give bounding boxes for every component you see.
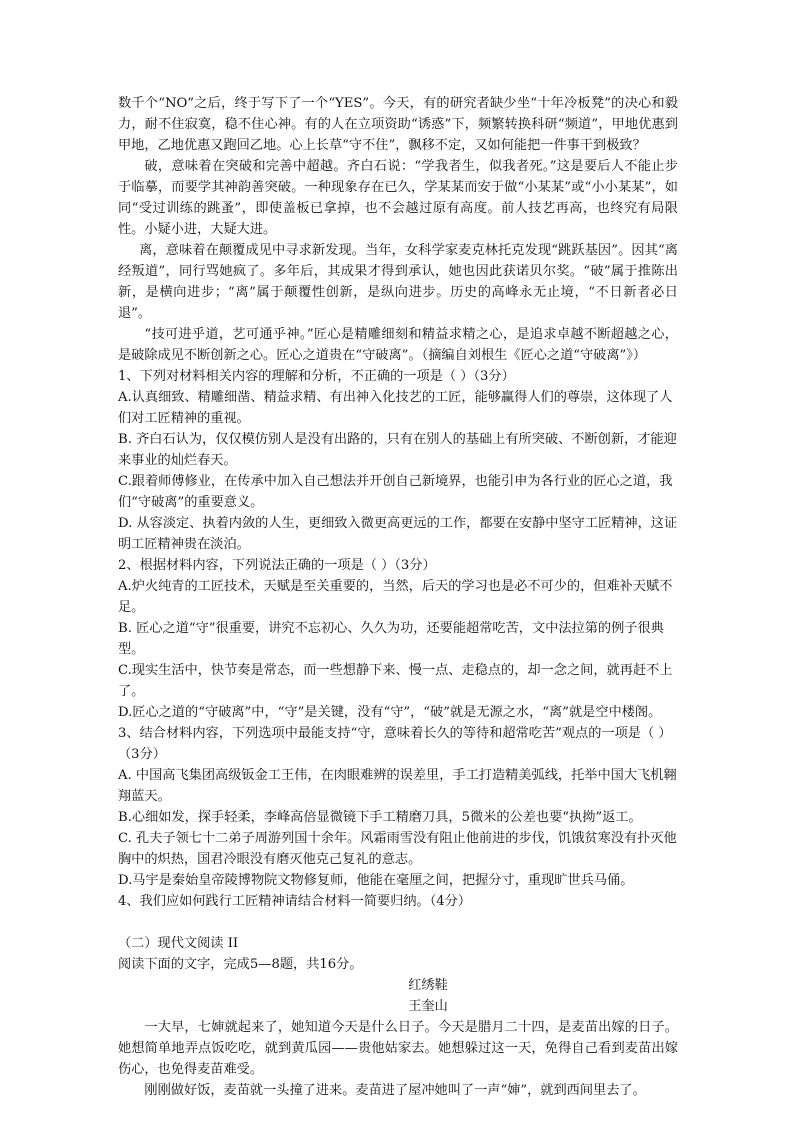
question-3-option-c: C. 孔夫子领七十二弟子周游列国十余年。风霜雨雪没有阻止他前进的步伐，饥饿贫寒没有扑灭他胸中的炽热，国君冷眼没有磨灭他克己复礼的意志。	[118, 831, 677, 867]
story-paragraph-2: 刚刚做好饭，麦苗就一头撞了进来。麦苗进了屋冲她叫了一声“婶”，就到西间里去了。	[144, 1083, 646, 1098]
paragraph-li: 离，意味着在颠覆成见中寻求新发现。当年，女科学家麦克林托克发现“跳跃基因”。因其“离经叛道”，同行骂她疯了。多年后，其成果才得到承认，她也因此获诺贝尔奖。“破”属于推陈出新，是横向进步；“离”属于颠覆性创新，是纵向进步。历史的高峰永无止境，“不日新者必日退”。	[118, 243, 678, 321]
question-3-option-b: B.心细如发，探手轻柔，李峰高倍显微镜下手工精磨刀具，5微米的公差也要“执拗”返工。	[118, 810, 642, 825]
question-2-option-c: C.现实生活中，快节奏是常态，而一些想静下来、慢一点、走稳点的，却一念之间，就再赶不上了。	[118, 663, 673, 699]
section-heading: （二）现代文阅读 II	[118, 936, 239, 951]
question-2-option-d: D.匠心之道的“守破离”中，“守”是关键，没有“守”，“破”就是无源之水，“离”就是空中楼阁。	[118, 705, 662, 720]
question-2-stem: 2、根据材料内容，下列说法正确的一项是（ ）（3分）	[118, 558, 436, 573]
story-title: 红绣鞋	[408, 978, 448, 993]
question-4: 4、我们应如何践行工匠精神请结合材料一简要归纳。（4分）	[118, 894, 472, 909]
question-1-option-a: A.认真细致、精雕细凿、精益求精、有出神入化技艺的工匠，能够赢得人们的尊崇，这体现了人们对工匠精神的重视。	[118, 390, 673, 426]
spacer	[118, 912, 678, 933]
paragraph-1: 数千个“NO”之后，终于写下了一个“YES”。今天，有的研究者缺少坐“十年冷板凳”的决心和毅力，耐不住寂寞，稳不住心神。有的人在立项资助“诱惑”下，频繁转换科研“频道”，甲地优惠到甲地，乙地优惠又跑回乙地。心上长草“守不住”，飘移不定，又如何能把一件事干到极致？	[118, 96, 678, 153]
question-1-option-d: D. 从容淡定、执着内敛的人生，更细致入微更高更远的工作，都要在安静中坚守工匠精神，这证明工匠精神贵在淡泊。	[118, 516, 678, 552]
paragraph-conclusion: “技可进乎道，艺可通乎神。”匠心是精雕细刻和精益求精之心，是追求卓越不断超越之心，是破除成见不断创新之心。匠心之道贵在“守破离”。（摘编自刘根生《匠心之道“守破离”》）	[118, 327, 678, 363]
question-1-option-b: B. 齐白石认为，仅仅模仿别人是没有出路的，只有在别人的基础上有所突破、不断创新，才能迎来事业的灿烂春天。	[118, 432, 677, 468]
question-2-option-b: B. 匠心之道“守”很重要，讲究不忘初心、久久为功，还要能超常吃苦，文中法拉第的例子很典型。	[118, 621, 664, 657]
story-author: 王奎山	[408, 999, 448, 1014]
question-2-option-a: A.炉火纯青的工匠技术，天赋是至关重要的，当然，后天的学习也是必不可少的，但难补天赋不足。	[118, 579, 673, 615]
story-paragraph-1: 一大早，七婶就起来了，她知道今天是什么日子。今天是腊月二十四，是麦苗出嫁的日子。她想简单地弄点饭吃吃，就到黄瓜园——贵他姑家去。她想躲过这一天，免得自己看到麦苗出嫁伤心，也免得麦苗难受。	[118, 1020, 678, 1077]
question-1-stem: 1、下列对材料相关内容的理解和分析，不正确的一项是（ ）（3分）	[118, 369, 515, 384]
reading-instruction: 阅读下面的文字，完成5—8题，共16分。	[118, 957, 363, 972]
question-3-option-a: A. 中国高飞集团高级钣金工王伟，在肉眼难辨的误差里，手工打造精美弧线，托举中国大飞机翱翔蓝天。	[118, 768, 677, 804]
question-1-option-c: C.跟着师傅修业，在传承中加入自己想法并开创自己新境界，也能引申为各行业的匠心之道，我们“守破离”的重要意义。	[118, 474, 673, 510]
question-3-stem: 3、结合材料内容，下列选项中最能支持“守，意味着长久的等待和超常吃苦”观点的一项是（ ）（3分）	[118, 726, 672, 762]
question-3-option-d: D.马宇是秦始皇帝陵博物院文物修复师，他能在毫厘之间，把握分寸，重现旷世兵马俑。	[118, 873, 634, 888]
document-page	[118, 93, 678, 1101]
paragraph-po: 破，意味着在突破和完善中超越。齐白石说：“学我者生，似我者死。”这是要后人不能止步于临摹，而要学其神韵善突破。一种现象存在已久，学某某而安于做“小某某”或“小小某某”，如同“受过训练的跳蚤”，即使盖板已拿掉，也不会越过原有高度。前人技艺再高，也终究有局限性。小疑小进，大疑大进。	[118, 159, 678, 237]
